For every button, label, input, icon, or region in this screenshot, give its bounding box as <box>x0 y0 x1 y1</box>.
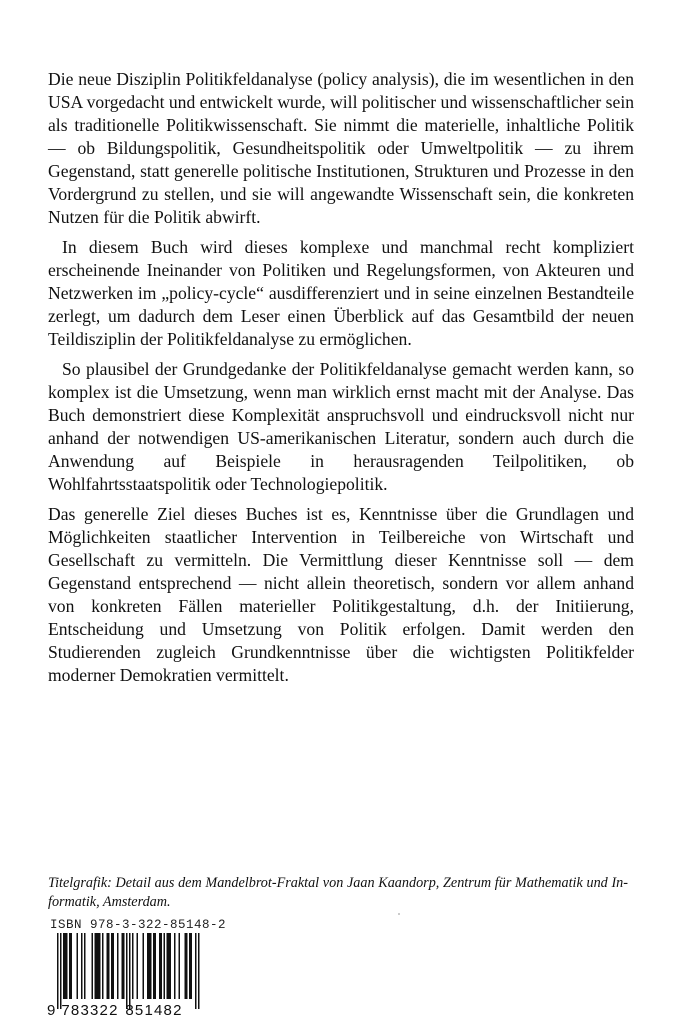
barcode-bar <box>102 933 104 999</box>
barcode-bar <box>164 933 166 999</box>
barcode-bar <box>57 933 59 1009</box>
barcode-bar <box>129 933 131 1009</box>
isbn-barcode <box>44 931 204 1017</box>
barcode-first-digit: 9 <box>47 1002 56 1017</box>
barcode-bar <box>126 933 128 1009</box>
barcode-bar <box>63 933 65 999</box>
barcode-bar <box>147 933 149 999</box>
paragraph-complexity: So plausibel der Grundgedanke der Politikfeldanalyse gemacht werden kann, so komplex ist die Umsetzung, wenn man wirklich ernst macht mit der Analyse. Das Buch demonstriert diese Komplexität anspruchsvoll und eindrucksvoll nicht nur anhand der notwendigen US-amerikanischen Literatur, sondern auch durch die Anwendung auf Beispiele in herausragenden Teilpolitiken, ob Wohlfahrtsstaatspolitik oder Technologiepolitik. <box>48 359 634 494</box>
barcode-bar <box>168 933 170 999</box>
barcode-bar <box>149 933 151 999</box>
barcode-bar <box>111 933 113 999</box>
barcode-bar <box>132 933 134 999</box>
barcode-bar <box>113 933 115 999</box>
barcode-bar <box>98 933 100 999</box>
barcode-bar <box>159 933 161 999</box>
barcode-bar <box>161 933 163 999</box>
barcode-bar <box>174 933 176 999</box>
barcode-bar <box>65 933 67 999</box>
barcode-bar <box>123 933 125 999</box>
barcode-bar <box>179 933 181 999</box>
barcode-graphic <box>44 931 204 1017</box>
barcode-bar <box>81 933 83 999</box>
barcode-bar <box>69 933 71 999</box>
barcode-bar <box>170 933 172 999</box>
barcode-bar <box>66 933 68 999</box>
paragraph-intro: Die neue Disziplin Politikfeldanalyse (policy analysis), die im wesentlichen in den USA vorgedacht und entwickelt wurde, will politischer und wissenschaftlicher sein als traditionelle Politikwissenschaft. Sie nimmt die materielle, inhaltliche Politik — ob Bildungspolitik, Gesundheitspolitik oder Umweltpolitik — zu ihrem Gegenstand, statt generelle politische Institutionen, Strukturen und Prozesse in den Vordergrund zu stellen, und sie will angewandte Wissenschaft sein, die konkreten Nutzen für die Politik abwirft. <box>48 69 635 227</box>
barcode-bar <box>108 933 110 999</box>
barcode-bar <box>153 933 155 999</box>
barcode-bar <box>99 933 101 999</box>
barcode-bar <box>155 933 157 999</box>
barcode-bar <box>71 933 73 999</box>
barcode-bar <box>185 933 187 999</box>
barcode-bar <box>198 933 200 1009</box>
isbn-label: ISBN 978-3-322-85148-2 <box>50 918 227 932</box>
barcode-bar <box>191 933 193 999</box>
barcode-bar <box>117 933 119 999</box>
barcode-bar <box>96 933 98 999</box>
paragraph-goal: Das generelle Ziel dieses Buches ist es, Kenntnisse über die Grundlagen und Möglichkeiten staatlicher Intervention in Teilbereiche von Wirtschaft und Gesellschaft zu vermitteln. Die Vermittlung dieser Kenntnisse soll — dem Gegenstand entsprechend — nicht allein theoretisch, sondern vor allem anhand von konkreten Fällen materieller Politikgestaltung, d.h. der Initiierung, Entscheidung und Umsetzung von Politik erfolgen. Damit werden den Studierenden zugleich Grundkenntnisse über die wichtigsten Politikfelder moderner Demokratien vermittelt. <box>48 504 634 685</box>
barcode-bar <box>84 933 86 999</box>
barcode-left-digits: 783322 <box>61 1002 119 1017</box>
barcode-bar <box>167 933 169 999</box>
barcode-bar <box>150 933 152 999</box>
barcode-bars <box>57 933 200 1009</box>
cover-image-credit: Titelgrafik: Detail aus dem Mandelbrot-Fraktal von Jaan Kaandorp, Zentrum für Mathematik und Informatik, Amsterdam. <box>48 875 628 910</box>
barcode-bar <box>186 933 188 999</box>
barcode-bar <box>92 933 94 999</box>
paragraph-book-scope: In diesem Buch wird dieses komplexe und manchmal recht kompliziert erscheinende Ineinander von Politiken und Regelungsformen, von Akteuren und Netzwerken im „policy-cycle“ ausdifferenziert und in seine einzelnen Bestandteile zerlegt, um dadurch dem Leser einen Überblick auf das Gesamtbild der neuen Teildisziplin der Politikfeldanalyse zu ermöglichen. <box>48 237 634 349</box>
barcode-bar <box>195 933 197 1009</box>
barcode-bar <box>143 933 145 999</box>
barcode-bar <box>122 933 124 999</box>
barcode-bar <box>189 933 191 999</box>
back-cover-text <box>48 68 634 687</box>
barcode-bar <box>77 933 79 999</box>
speck <box>398 913 400 915</box>
barcode-bar <box>95 933 97 999</box>
barcode-bar <box>60 933 62 1009</box>
barcode-bar <box>107 933 109 999</box>
barcode-bar <box>137 933 139 999</box>
barcode-right-digits: 851482 <box>125 1002 183 1017</box>
